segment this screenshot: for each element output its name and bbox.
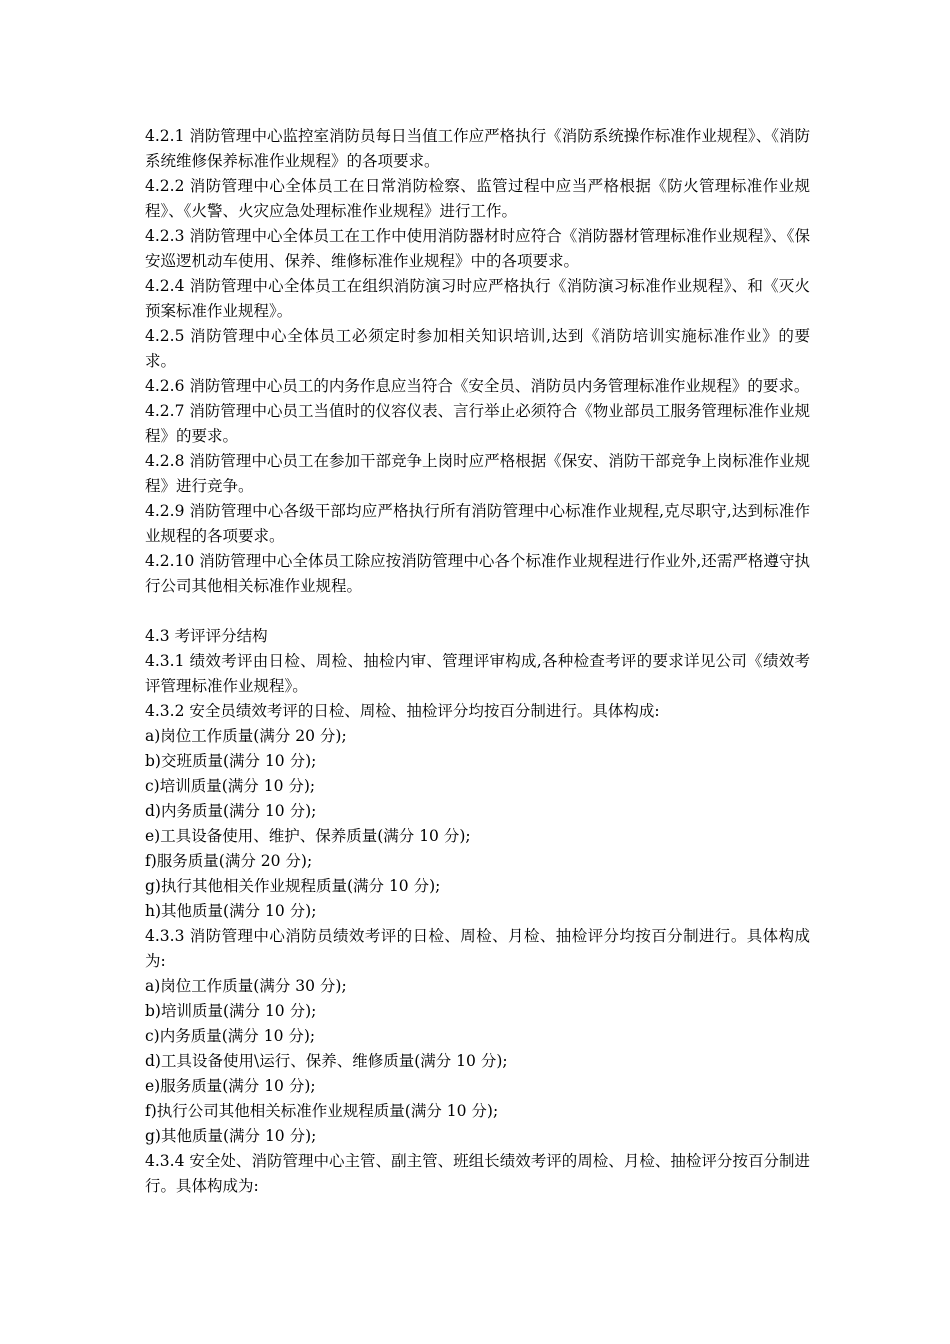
paragraph-4-2-8: 4.2.8 消防管理中心员工在参加干部竞争上岗时应严格根据《保安、消防干部竞争上岗标准作业规程》进行竞争。 [145, 452, 810, 495]
list-item: c)培训质量(满分 10 分); [145, 777, 316, 795]
list-item: d)工具设备使用\运行、保养、维修质量(满分 10 分); [145, 1052, 508, 1070]
paragraph-4-3-1: 4.3.1 绩效考评由日检、周检、抽检内审、管理评审构成,各种检查考评的要求详见公司《绩效考评管理标准作业规程》。 [145, 652, 810, 695]
paragraph-4-3-2: 4.3.2 安全员绩效考评的日检、周检、抽检评分均按百分制进行。具体构成: [145, 702, 660, 720]
paragraph-4-2-4: 4.2.4 消防管理中心全体员工在组织消防演习时应严格执行《消防演习标准作业规程》、和《灭火预案标准作业规程》。 [145, 277, 810, 320]
list-item: b)培训质量(满分 10 分); [145, 1002, 317, 1020]
list-item: a)岗位工作质量(满分 20 分); [145, 727, 347, 745]
list-item: b)交班质量(满分 10 分); [145, 752, 317, 770]
list-item: a)岗位工作质量(满分 30 分); [145, 977, 347, 995]
list-item: e)工具设备使用、维护、保养质量(满分 10 分); [145, 827, 471, 845]
paragraph-4-2-6: 4.2.6 消防管理中心员工的内务作息应当符合《安全员、消防员内务管理标准作业规程》的要求。 [145, 377, 810, 395]
section-spacer [145, 599, 810, 624]
paragraph-4-2-3: 4.2.3 消防管理中心全体员工在工作中使用消防器材时应符合《消防器材管理标准作业规程》、《保安巡逻机动车使用、保养、维修标准作业规程》中的各项要求。 [145, 227, 810, 270]
paragraph-4-3-3: 4.3.3 消防管理中心消防员绩效考评的日检、周检、月检、抽检评分均按百分制进行。具体构成为: [145, 927, 810, 970]
section-heading-4-3: 4.3 考评评分结构 [145, 627, 268, 645]
paragraph-4-2-1: 4.2.1 消防管理中心监控室消防员每日当值工作应严格执行《消防系统操作标准作业规程》、《消防系统维修保养标准作业规程》的各项要求。 [145, 127, 810, 170]
list-item: h)其他质量(满分 10 分); [145, 902, 317, 920]
paragraph-4-2-9: 4.2.9 消防管理中心各级干部均应严格执行所有消防管理中心标准作业规程,克尽职守,达到标准作业规程的各项要求。 [145, 502, 810, 545]
paragraph-4-2-2: 4.2.2 消防管理中心全体员工在日常消防检察、监管过程中应当严格根据《防火管理标准作业规程》、《火警、火灾应急处理标准作业规程》进行工作。 [145, 177, 810, 220]
list-item: f)服务质量(满分 20 分); [145, 852, 313, 870]
paragraph-4-2-7: 4.2.7 消防管理中心员工当值时的仪容仪表、言行举止必须符合《物业部员工服务管理标准作业规程》的要求。 [145, 402, 810, 445]
paragraph-4-2-5: 4.2.5 消防管理中心全体员工必须定时参加相关知识培训,达到《消防培训实施标准作业》的要求。 [145, 327, 810, 370]
paragraph-4-3-4: 4.3.4 安全处、消防管理中心主管、副主管、班组长绩效考评的周检、月检、抽检评分按百分制进行。具体构成为: [145, 1152, 810, 1195]
list-item: e)服务质量(满分 10 分); [145, 1077, 316, 1095]
list-item: c)内务质量(满分 10 分); [145, 1027, 316, 1045]
list-item: g)执行其他相关作业规程质量(满分 10 分); [145, 877, 441, 895]
paragraph-4-2-10: 4.2.10 消防管理中心全体员工除应按消防管理中心各个标准作业规程进行作业外,还需严格遵守执行公司其他相关标准作业规程。 [145, 552, 810, 595]
list-item: g)其他质量(满分 10 分); [145, 1127, 317, 1145]
document-body [145, 124, 810, 1199]
list-item: f)执行公司其他相关标准作业规程质量(满分 10 分); [145, 1102, 499, 1120]
list-item: d)内务质量(满分 10 分); [145, 802, 317, 820]
